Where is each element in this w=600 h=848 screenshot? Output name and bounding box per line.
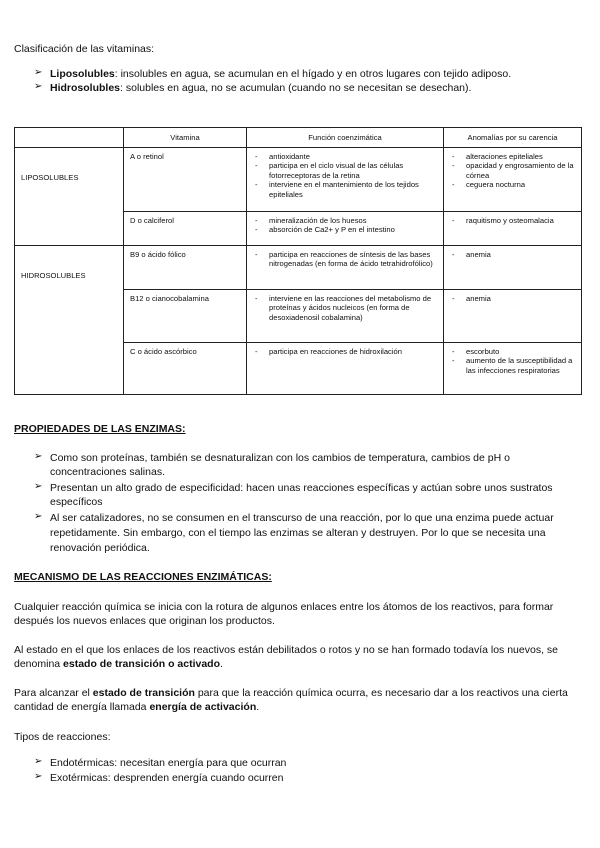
list-item: - interviene en el mantenimiento de los tejidos epiteliales <box>253 180 438 199</box>
vitamin-name: B9 o ácido fólico <box>130 250 186 259</box>
list-item: - absorción de Ca2+ y P en el intestino <box>253 225 438 234</box>
table-header-row <box>15 128 582 148</box>
list-item: Presentan un alto grado de especificidad: hacen unas reacciones específicas y actúan sobre unos sustratos específicos <box>50 482 553 508</box>
arrow-bullet-icon: ➢ <box>34 67 43 78</box>
deficiency-list <box>450 347 576 375</box>
table-header <box>15 128 124 148</box>
deficiency-list <box>450 250 576 259</box>
list-item: - antioxidante <box>253 152 438 161</box>
function-list <box>253 216 438 235</box>
vitamins-table <box>14 127 582 395</box>
function-list <box>253 294 438 322</box>
vitamin-name: B12 o cianocobalamina <box>130 294 209 303</box>
reaction-types-label: Tipos de reacciones: <box>14 731 111 743</box>
vitamin-name: D o calciferol <box>130 216 174 225</box>
vitamin-name: C o ácido ascórbico <box>130 347 197 356</box>
arrow-bullet-icon: ➢ <box>34 511 43 522</box>
list-item: - raquitismo y osteomalacia <box>450 216 576 225</box>
mechanism-paragraph-3: Para alcanzar el estado de transición para que la reacción química ocurra, es necesario dar a los reactivos una cierta cantidad de energía llamada energía de activación. <box>14 687 568 713</box>
function-list <box>253 152 438 199</box>
mechanism-paragraph-1: Cualquier reacción química se inicia con la rotura de algunos enlaces entre los átomos de los reactivos, para formar después los nuevos enlaces que originan los productos. <box>14 601 554 627</box>
intro-text: Clasificación de las vitaminas: <box>14 43 155 55</box>
class-item-hidrosolubles: Hidrosolubles: solubles en agua, no se acumulan (cuando no se necesitan se desechan). <box>50 82 472 94</box>
enzymes-heading: PROPIEDADES DE LAS ENZIMAS: <box>14 423 186 435</box>
list-item: - aumento de la susceptibilidad a las infecciones respiratorias <box>450 356 576 375</box>
list-item: - participa en reacciones de hidroxilación <box>253 347 438 356</box>
table-row <box>15 148 582 212</box>
list-item: Endotérmicas: necesitan energía para que ocurran <box>50 757 287 769</box>
list-item: - ceguera nocturna <box>450 180 576 189</box>
class-item-liposolubles: Liposolubles: insolubles en agua, se acumulan en el hígado y en otros lugares con tejido adiposo. <box>50 68 512 80</box>
arrow-bullet-icon: ➢ <box>34 771 43 782</box>
list-item: - anemia <box>450 250 576 259</box>
deficiency-list <box>450 294 576 303</box>
list-item: - participa en reacciones de síntesis de las bases nitrogenadas (en forma de ácido tetrahidrofólico) <box>253 250 438 269</box>
list-item: - anemia <box>450 294 576 303</box>
deficiency-list <box>450 152 576 190</box>
table-header: Anomalías por su carencia <box>444 128 582 148</box>
arrow-bullet-icon: ➢ <box>34 481 43 492</box>
group-liposolubles: LIPOSOLUBLES <box>15 148 124 246</box>
list-item: - participa en el ciclo visual de las células fotorreceptoras de la retina <box>253 161 438 180</box>
table-header: Función coenzimática <box>247 128 444 148</box>
function-list <box>253 250 438 269</box>
list-item: - interviene en las reacciones del metabolismo de proteínas y ácidos nucleicos (en forma de desoxiadenosil cobalamina) <box>253 294 438 322</box>
list-item: Como son proteínas, también se desnaturalizan con los cambios de temperatura, cambios de pH o concentraciones salinas. <box>50 452 510 478</box>
arrow-bullet-icon: ➢ <box>34 451 43 462</box>
table-header: Vitamina <box>124 128 247 148</box>
list-item: - escorbuto <box>450 347 576 356</box>
table-row <box>15 246 582 290</box>
mechanism-paragraph-2: Al estado en el que los enlaces de los reactivos están debilitados o rotos y no se han formado todavía los nuevos, se denomina estado de transición o activado. <box>14 644 559 670</box>
group-hidrosolubles: HIDROSOLUBLES <box>15 246 124 395</box>
mechanism-heading: MECANISMO DE LAS REACCIONES ENZIMÁTICAS: <box>14 571 272 583</box>
arrow-bullet-icon: ➢ <box>34 756 43 767</box>
list-item: Exotérmicas: desprenden energía cuando ocurren <box>50 772 284 784</box>
function-list <box>253 347 438 356</box>
list-item: Al ser catalizadores, no se consumen en el transcurso de una reacción, por lo que una enzima puede actuar repetidamente. Sin embargo, con el tiempo las enzimas se alteran y destruyen. Por lo que se necesita una renovación periódica. <box>50 512 554 554</box>
list-item: - alteraciones epiteliales <box>450 152 576 161</box>
deficiency-list <box>450 216 576 225</box>
list-item: - opacidad y engrosamiento de la córnea <box>450 161 576 180</box>
list-item: - mineralización de los huesos <box>253 216 438 225</box>
arrow-bullet-icon: ➢ <box>34 81 43 92</box>
vitamin-name: A o retinol <box>130 152 164 161</box>
